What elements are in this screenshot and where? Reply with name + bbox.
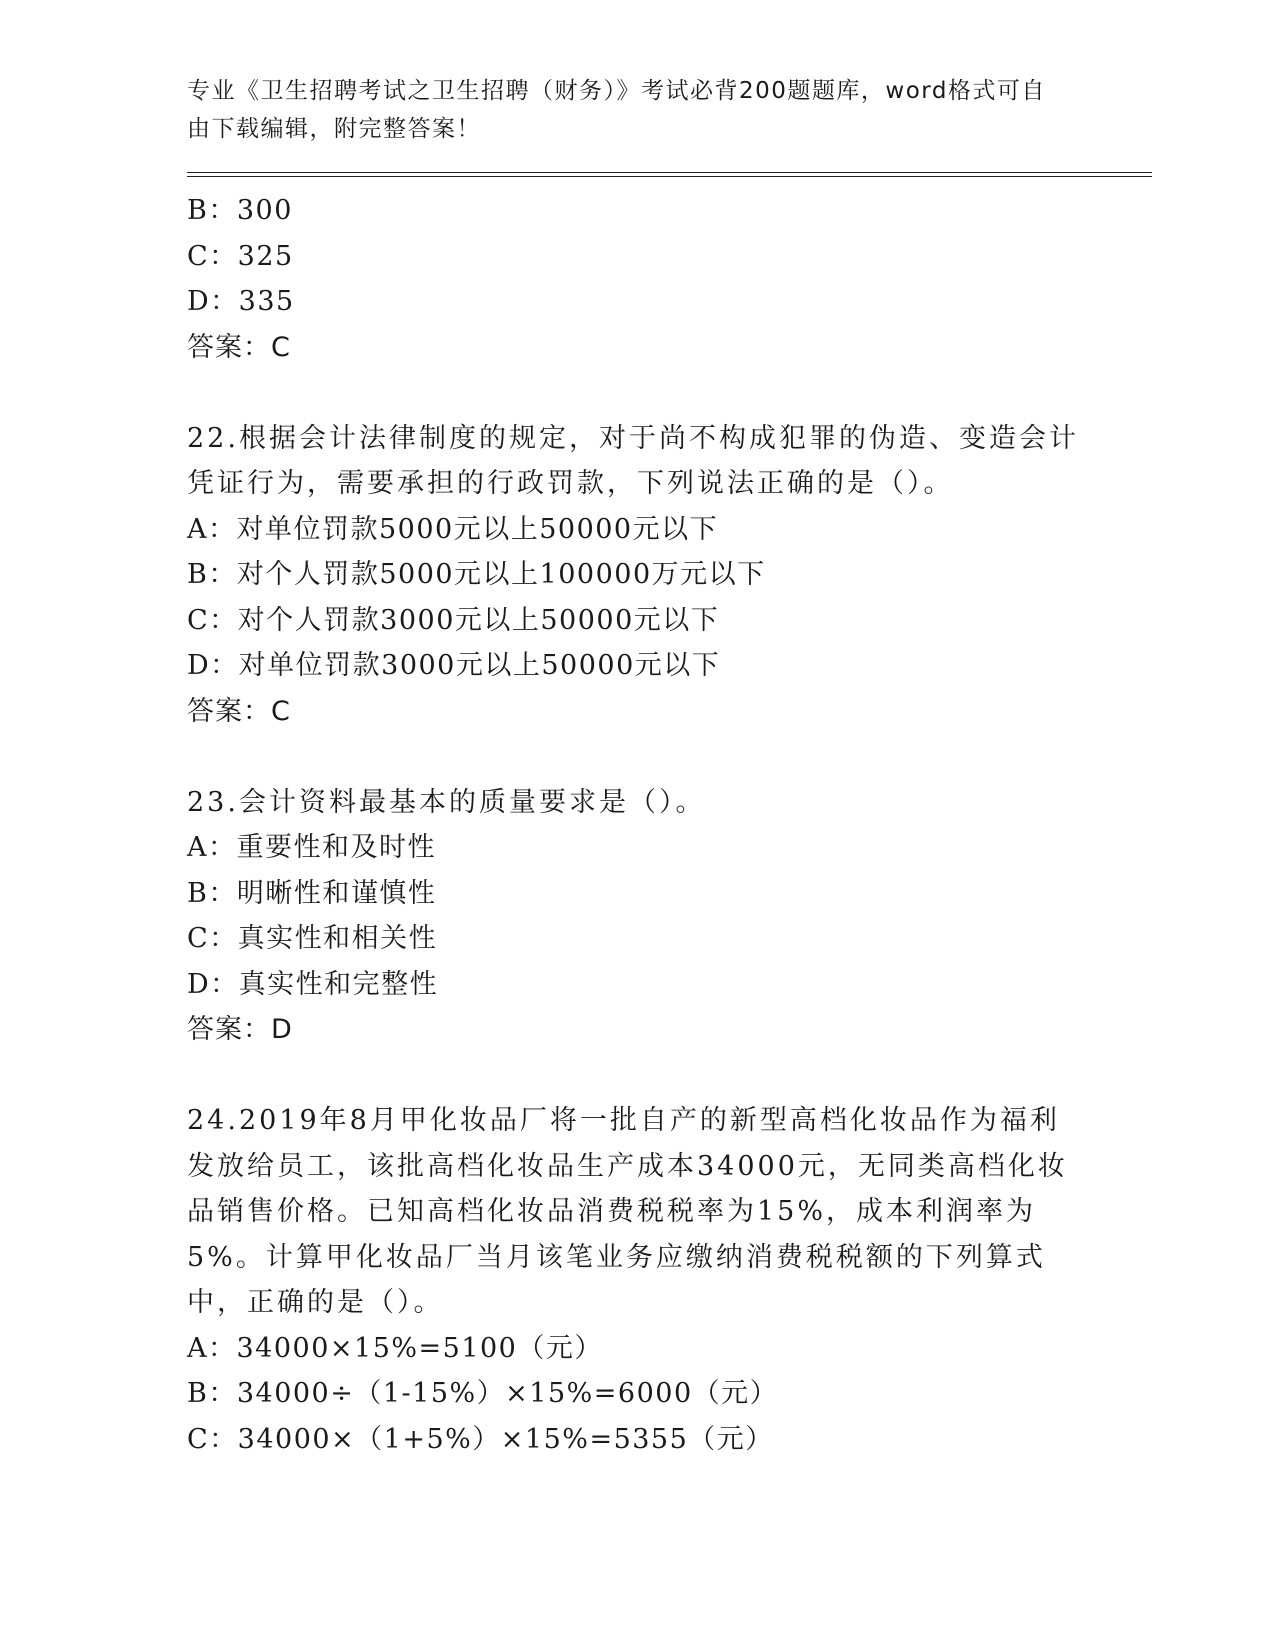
- document-body: [187, 188, 1087, 1462]
- spacer: [187, 370, 1087, 416]
- option-a: A：重要性和及时性: [187, 832, 436, 863]
- answer-line: 答案：D: [187, 1014, 293, 1045]
- option-b: B：明晰性和谨慎性: [187, 877, 437, 909]
- answer-line: 答案：C: [187, 695, 291, 727]
- header-title-line-1: 专业《卫生招聘考试之卫生招聘（财务）》考试必背200题题库，word格式可自: [187, 78, 1046, 104]
- option-a: A：对单位罚款5000元以上50000元以下: [187, 513, 719, 545]
- option-c: C：34000×（1+5%）×15%=5355（元）: [187, 1423, 774, 1455]
- document-header: [187, 72, 1087, 148]
- header-rule-bottom: [187, 176, 1152, 177]
- spacer: [187, 734, 1087, 780]
- header-title-line-2: 由下载编辑，附完整答案！: [187, 116, 481, 142]
- question-block-24: [187, 1098, 1087, 1462]
- option-d: D：对单位罚款3000元以上50000元以下: [187, 650, 721, 681]
- question-stem: 22.根据会计法律制度的规定，对于尚不构成犯罪的伪造、变造会计凭证行为，需要承担的行政罚款，下列说法正确的是（）。: [187, 422, 1079, 499]
- option-a: A：34000×15%=5100（元）: [187, 1332, 603, 1364]
- question-block-22: [187, 416, 1087, 735]
- question-stem: 24.2019年8月甲化妆品厂将一批自产的新型高档化妆品作为福利发放给员工，该批高档化妆品生产成本34000元，无同类高档化妆品销售价格。已知高档化妆品消费税税率为15%，成本利润率为5%。计算甲化妆品厂当月该笔业务应缴纳消费税税额的下列算式中，正确的是（）。: [187, 1105, 1068, 1318]
- option-c: C：325: [187, 240, 294, 272]
- answer-line: 答案：C: [187, 331, 291, 363]
- option-d: D：335: [187, 286, 295, 317]
- question-block-23: [187, 780, 1087, 1053]
- option-b: B：300: [187, 195, 293, 226]
- option-b: B：对个人罚款5000元以上100000万元以下: [187, 559, 766, 590]
- option-c: C：对个人罚款3000元以上50000元以下: [187, 604, 720, 636]
- option-c: C：真实性和相关性: [187, 923, 438, 954]
- spacer: [187, 1053, 1087, 1099]
- option-b: B：34000÷（1-15%）×15%=6000（元）: [187, 1378, 779, 1409]
- option-d: D：真实性和完整性: [187, 968, 439, 1000]
- question-stem: 23.会计资料最基本的质量要求是（）。: [187, 786, 706, 818]
- header-rule-top: [187, 172, 1152, 173]
- question-block-21: [187, 188, 1087, 370]
